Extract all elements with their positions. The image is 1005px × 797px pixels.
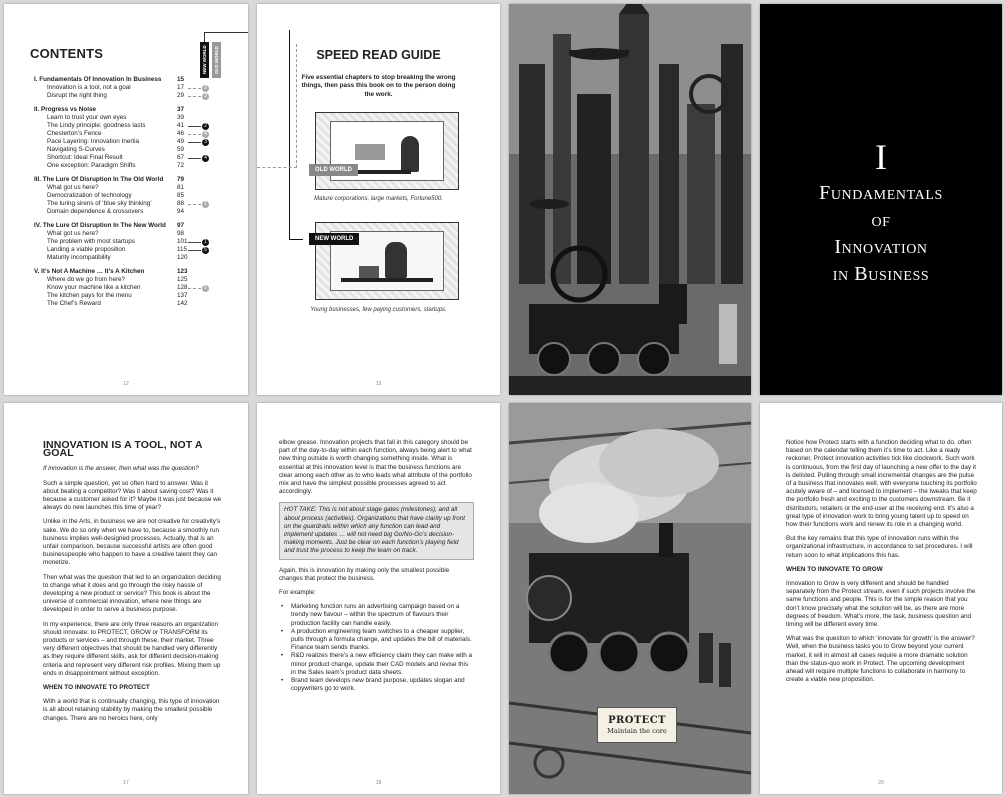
example-list	[279, 603, 474, 693]
chapter-title-line: Innovation	[834, 236, 928, 258]
tab-connector-line	[204, 32, 248, 42]
toc-entry[interactable]	[34, 246, 230, 254]
toc-page-number: 101	[177, 238, 188, 246]
toc-page-number: 67	[177, 154, 185, 162]
toc-entry[interactable]	[34, 254, 230, 262]
marker-leader-line	[188, 126, 201, 127]
chapter-title	[780, 180, 982, 288]
toc-section[interactable]	[34, 106, 230, 114]
toc-page-number: 39	[177, 113, 185, 121]
toc-entry-title: Navigating S-Curves	[47, 146, 105, 154]
toc-entry-title: The kitchen pays for the menu	[47, 292, 132, 300]
new-world-label: NEW WORLD	[309, 233, 359, 245]
toc-entry-title: The Lindy principle: goodness lasts	[47, 121, 146, 129]
protect-label-subtitle: Maintain the core	[607, 727, 667, 735]
chapter-number: I	[875, 137, 887, 177]
clerk-figure	[401, 136, 419, 172]
page-number: 20	[878, 780, 884, 786]
chapter-marker-badge: 5	[202, 247, 209, 254]
toc-entry[interactable]	[34, 300, 230, 308]
old-world-label: OLD WORLD	[309, 164, 358, 176]
toc-entry[interactable]	[34, 130, 230, 138]
toc-page-number: 37	[177, 105, 185, 113]
page-18-body	[279, 439, 474, 693]
toc-entry-title: Learn to trust your own eyes	[47, 113, 127, 121]
toc-page-number: 125	[177, 276, 188, 284]
toc-entry[interactable]	[34, 230, 230, 238]
chapter-title-line: in Business	[832, 263, 930, 285]
toc-entry[interactable]	[34, 276, 230, 284]
paragraph: Then what was the question that led to an organization deciding to change what it does and go through the risky hassle of developing a new product or service? This book is about the universe of commercial innovation, where new things are developed in order to serve a business purpose.	[43, 573, 221, 614]
toc-section[interactable]	[34, 268, 230, 276]
chapter-marker-badge: 1	[202, 239, 209, 246]
subheading: WHEN TO INNOVATE TO GROW	[786, 565, 883, 573]
toc-page-number: 29	[177, 92, 185, 100]
paragraph: elbow grease. Innovation projects that fall in this category should be part of the day-to-day within each function, always being alert to what new thing outside is worth changing something inside. What is essential at this innovation level is that the business functions are clear among each other as to who leads what attribute of the portfolio mix and have the simplest possible processes agreed to act accordingly.	[279, 439, 472, 496]
section-heading: INNOVATION IS A TOOL, NOT A GOAL	[43, 439, 203, 460]
chapter-title-page	[760, 4, 1002, 395]
hot-take-box: HOT TAKE: This is not about stage gates (milestones), and all about process (activities). Organizations that have clarity up front on the guardrails within which any function can lead and implement updates … will not need big Go/No-Go’s decision-making moments. Just be clear on each function’s playing field and trust the process to keep the team on track.	[279, 502, 474, 559]
contents-page	[4, 4, 248, 395]
locomotive-illustration	[509, 403, 751, 794]
old-world-caption: Mature corporations, large markets, Fortune500.	[314, 196, 443, 202]
paragraph: Unlike in the Arts, in business we are not creative for creativity’s sake. We do so only when we have to, because a smoothly run business implies well-designed processes. Actually, that is an unfair comparison, because successful artists are often good businesspeople who happen to have a creative talent they can monetize.	[43, 518, 221, 567]
toc-page-number: 120	[177, 254, 188, 262]
subheading: WHEN TO INNOVATE TO PROTECT	[43, 684, 150, 692]
speed-read-page	[257, 4, 500, 395]
toc-entry[interactable]	[34, 292, 230, 300]
toc-page-number: 81	[177, 184, 185, 192]
toc-page-number: 88	[177, 200, 185, 208]
chapter-marker-badge: 3	[202, 93, 209, 100]
toc-entry[interactable]	[34, 146, 230, 154]
toc-page-number: 59	[177, 146, 185, 154]
toc-page-number: 46	[177, 130, 185, 138]
old-world-illustration	[315, 112, 459, 190]
marker-leader-line	[188, 88, 201, 89]
page-18	[257, 403, 500, 794]
toc-section[interactable]	[34, 76, 230, 84]
page-20	[760, 403, 1002, 794]
marker-leader-line	[188, 242, 201, 243]
toc-entry[interactable]	[34, 200, 230, 208]
page-number: 13	[375, 381, 382, 387]
toc-entry-title: Know your machine like a kitchen	[47, 284, 141, 292]
toc-page-number: 17	[177, 84, 185, 92]
toc-entry[interactable]	[34, 114, 230, 122]
paragraph: If innovation is the answer, then what was the question?	[43, 465, 199, 473]
toc-entry-title: The Chef’s Reward	[47, 300, 101, 308]
page-17-body	[43, 441, 222, 729]
toc-page-number: 98	[177, 230, 185, 238]
old-world-tab: OLD WORLD	[212, 42, 221, 78]
chapter-marker-badge: 2	[202, 85, 209, 92]
steampunk-city-artwork	[509, 4, 751, 395]
list-item: • Brand team develops new brand purpose, updates slogan and copywriters go to work.	[279, 677, 474, 693]
marker-leader-line	[188, 96, 201, 97]
toc-entry-title: Domain dependence & crossovers	[47, 208, 144, 216]
toc-entry-title: The problem with most startups	[47, 238, 135, 246]
chapter-title-line: Fundamentals	[819, 182, 943, 204]
marker-leader-line	[188, 204, 201, 205]
toc-page-number: 128	[177, 284, 188, 292]
paragraph: In my experience, there are only three reasons an organization should innovate: to PROTECT, GROW or TRANSFORM its products or services – and through these, their market. Three very different objectives that should be handled very differently as they require different skills, ask for different decision-making criteria and represent very different risk profiles. Mixing them up ends in disappointment without exception.	[43, 620, 221, 677]
paragraph: But the key remains that this type of innovation runs within the organizational infrastructure, in accordance to set procedures. I will return soon to what implications this has.	[786, 535, 973, 559]
toc-page-number: 97	[177, 222, 185, 229]
old-world-connector	[257, 44, 297, 168]
toc-entry-title: Shortcut: Ideal Final Result	[47, 154, 123, 162]
page-number: 12	[123, 381, 129, 387]
toc-entry-title: Landing a viable proposition	[47, 246, 126, 254]
toc-page-number: 142	[177, 300, 188, 308]
toc-page-number: 72	[177, 162, 185, 170]
toc-page-number: 115	[177, 246, 188, 254]
toc-page-number: 137	[177, 292, 188, 300]
toc-entry-title: Where do we go from here?	[47, 276, 126, 284]
chapter-marker-badge: 1	[202, 201, 209, 208]
toc-entry[interactable]	[34, 192, 230, 200]
toc-page-number: 94	[177, 208, 185, 216]
paragraph: Again, this is innovation by making only the smallest possible changes that protect the business.	[279, 566, 450, 582]
page-number: 18	[375, 780, 382, 786]
page-17	[4, 403, 248, 794]
founder-figure	[385, 242, 407, 278]
toc-entry[interactable]	[34, 122, 230, 130]
contents-title: CONTENTS	[30, 46, 104, 61]
chapter-marker-badge: 4	[202, 131, 209, 138]
protect-label	[597, 707, 677, 743]
list-item: • Marketing function runs an advertising campaign based on a trendy new flavour – within the spectrum of flavours their production facility can handle easily.	[279, 603, 474, 628]
toc-entry[interactable]	[34, 84, 230, 92]
toc-entry[interactable]	[34, 138, 230, 146]
toc-entry-title: What got us here?	[47, 184, 99, 192]
toc-page-number: 85	[177, 192, 185, 200]
paragraph: Innovation to Grow is very different and should be handled separately from the Protect stream, even if such projects involve the same functions and people. This is for the simple reason that you don’t know precisely what the solution will be, as there are more degrees of freedom. What’s more, the task, business question and timing will be different every time.	[786, 580, 976, 629]
paragraph: Such a simple question, yet so often hard to answer. Was it about beating a competitor? Was it about saving cost? Was it because a customer asked for it? Maybe it was just because we always do new launches this time of year?	[43, 479, 222, 512]
marker-leader-line	[188, 158, 201, 159]
list-item: • R&D realizes there’s a new efficiency claim they can make with a minor product change, update their CAD models and revise this in the Sales team’s product data sheets.	[279, 652, 474, 677]
marker-leader-line	[188, 134, 201, 135]
new-world-caption: Young businesses, few paying customers, startups.	[310, 307, 447, 313]
list-item: • A production engineering team switches to a cheaper supplier, pulls through a formula change, and updates the bill of materials. Finance team sends thanks.	[279, 628, 474, 653]
toc-section-title: IV. The Lure Of Disruption In The New World	[34, 222, 166, 229]
page-number: 17	[123, 780, 129, 786]
toc-entry-title: One exception: Paradigm Shifts	[47, 162, 136, 170]
toc-page-number: 15	[177, 76, 185, 83]
toc-entry[interactable]	[34, 154, 230, 162]
toc-entry-title: The luring sirens of ‘blue sky thinking’	[47, 200, 152, 208]
chapter-marker-badge: 2	[202, 123, 209, 130]
marker-leader-line	[188, 288, 201, 289]
world-tabs	[200, 32, 224, 78]
toc-section[interactable]	[34, 176, 230, 184]
toc-section-title: III. The Lure Of Disruption In The Old World	[34, 176, 164, 184]
page-20-body	[786, 439, 978, 690]
desk	[341, 278, 433, 282]
paragraph: With a world that is continually changing, this type of innovation is all about retaining stability by making the smallest possible changes. There are no heroics here, only	[43, 698, 220, 722]
toc-entry-title: Democratization of technology	[47, 192, 132, 200]
toc-entry-title: Disrupt the right thing	[47, 92, 107, 100]
industrial-city-illustration	[509, 4, 751, 395]
toc-section[interactable]	[34, 222, 230, 230]
speed-read-subtitle: Five essential chapters to stop breaking the wrong things, then pass this book on to the person doing the work.	[301, 74, 456, 98]
chapter-marker-badge: 4	[202, 155, 209, 162]
toc-entry-title: Pace Layering: Innovation Inertia	[47, 138, 140, 146]
toc-entry[interactable]	[34, 92, 230, 100]
speed-read-title: SPEED READ GUIDE	[316, 48, 441, 62]
toc-page-number: 123	[177, 267, 188, 275]
toc-entry-title: Innovation is a tool, not a goal	[47, 84, 131, 92]
marker-leader-line	[188, 250, 201, 251]
chapter-title-line: of	[871, 209, 891, 231]
toc-entry-title: Maturity incompatibility	[47, 254, 111, 262]
toc-section-title: V. It’s Not A Machine … It’s A Kitchen	[34, 267, 145, 275]
toc-page-number: 41	[177, 121, 185, 129]
protect-label-title: PROTECT	[608, 715, 666, 726]
marker-leader-line	[188, 142, 201, 143]
paragraph: Notice how Protect starts with a function deciding what to do, often based on the calendar telling them it’s time to act. Like a ready reckoner, Protect innovation activities tick like clockwork. Such work is continuous, from the first day of launching a new offer to the day it is delisted. Pulling through small incremental changes are the pulse of a business that innovates well, with everyone touching its portfolio acutely aware of – and licensed to implement – the tweaks that keep the portfolio fresh and exciting to the customers downstream. Be it distributors, retailers or the end-user at the receiving end. It’s also a great type of innovation work to bring young talent up to speed on how their functions work and renew its role in a changing world.	[786, 439, 977, 529]
contents-list	[34, 76, 230, 308]
toc-page-number: 79	[177, 176, 185, 184]
laptop	[359, 266, 379, 278]
desk	[351, 170, 411, 174]
chapter-marker-badge: 3	[202, 139, 209, 146]
toc-page-number: 49	[177, 138, 185, 146]
chapter-marker-badge: 5	[202, 285, 209, 292]
toc-section-title: II. Progress vs Noise	[34, 105, 96, 113]
toc-entry[interactable]	[34, 208, 230, 216]
paragraph: What was the question to which ‘innovate for growth’ is the answer? Well, when the business tasks you to Grow beyond your current market, it will in almost all cases require a more dramatic solution than the status-quo work in Protect. The upcoming development ahead will require multiple functions to collaborate in harmony to create a viable new proposition.	[786, 635, 975, 684]
toc-entry[interactable]	[34, 162, 230, 170]
toc-entry[interactable]	[34, 284, 230, 292]
toc-entry-title: Chesterton’s Fence	[47, 130, 102, 138]
toc-section-title: I. Fundamentals Of Innovation In Business	[34, 76, 162, 83]
toc-entry[interactable]	[34, 238, 230, 246]
framed-picture	[355, 144, 385, 160]
toc-entry[interactable]	[34, 184, 230, 192]
toc-entry-title: What got us here?	[47, 230, 99, 238]
new-world-tab: NEW WORLD	[200, 42, 209, 78]
paragraph: For example:	[279, 589, 316, 597]
